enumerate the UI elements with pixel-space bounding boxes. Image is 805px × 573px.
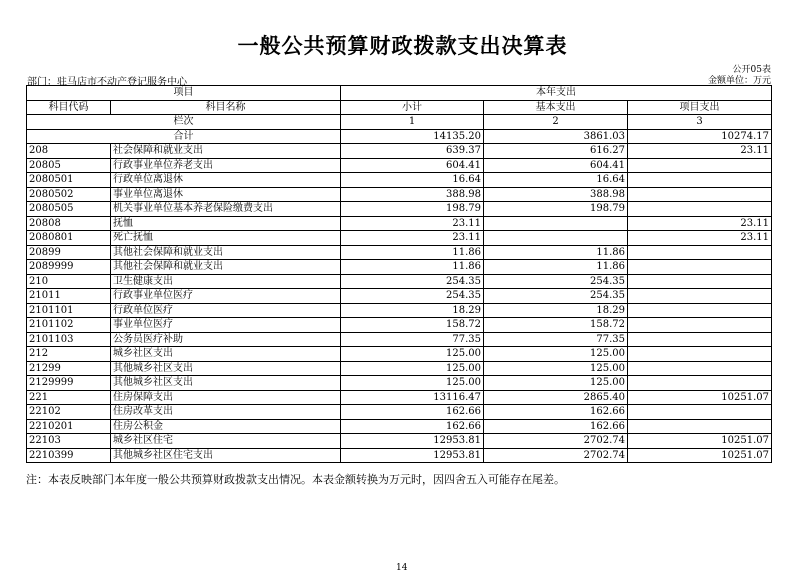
expenditure-table <box>26 85 772 463</box>
cell-basic <box>484 231 628 246</box>
cell-subtotal: 125.00 <box>341 376 484 391</box>
cell-basic: 2865.40 <box>484 390 628 405</box>
cell-name: 行政事业单位养老支出 <box>111 158 341 173</box>
cell-name: 社会保障和就业支出 <box>111 144 341 159</box>
cell-subtotal: 18.29 <box>341 303 484 318</box>
cell-name: 行政事业单位医疗 <box>111 289 341 304</box>
header-col-2: 2 <box>484 115 628 130</box>
cell-code: 2101103 <box>27 332 111 347</box>
cell-name: 卫生健康支出 <box>111 274 341 289</box>
cell-code: 2080501 <box>27 173 111 188</box>
form-number: 公开05表 <box>732 65 771 75</box>
table-row <box>27 231 772 246</box>
cell-code: 20899 <box>27 245 111 260</box>
header-row-3 <box>27 115 772 130</box>
cell-code: 20808 <box>27 216 111 231</box>
header-col-3: 3 <box>628 115 772 130</box>
table-row <box>27 245 772 260</box>
cell-subtotal: 254.35 <box>341 289 484 304</box>
cell-name: 城乡社区住宅 <box>111 434 341 449</box>
header-basic: 基本支出 <box>484 100 628 115</box>
cell-project <box>628 332 772 347</box>
cell-project <box>628 245 772 260</box>
table-row <box>27 274 772 289</box>
cell-code: 2080505 <box>27 202 111 217</box>
table-row <box>27 173 772 188</box>
cell-project <box>628 347 772 362</box>
cell-name: 其他社会保障和就业支出 <box>111 260 341 275</box>
cell-code: 2210399 <box>27 448 111 463</box>
cell-name: 死亡抚恤 <box>111 231 341 246</box>
cell-name: 事业单位医疗 <box>111 318 341 333</box>
cell-basic: 125.00 <box>484 361 628 376</box>
cell-code: 21299 <box>27 361 111 376</box>
cell-code: 22103 <box>27 434 111 449</box>
table-row <box>27 318 772 333</box>
cell-code: 22102 <box>27 405 111 420</box>
cell-subtotal: 16.64 <box>341 173 484 188</box>
cell-basic: 2702.74 <box>484 434 628 449</box>
cell-code: 2101101 <box>27 303 111 318</box>
cell-basic: 2702.74 <box>484 448 628 463</box>
cell-name: 其他城乡社区支出 <box>111 376 341 391</box>
cell-basic: 162.66 <box>484 419 628 434</box>
table-row <box>27 303 772 318</box>
cell-subtotal: 125.00 <box>341 361 484 376</box>
total-project: 10274.17 <box>628 129 772 144</box>
cell-name: 城乡社区支出 <box>111 347 341 362</box>
header-subtotal: 小计 <box>341 100 484 115</box>
cell-code: 2089999 <box>27 260 111 275</box>
cell-subtotal: 12953.81 <box>341 434 484 449</box>
table-row <box>27 390 772 405</box>
cell-project <box>628 260 772 275</box>
cell-project: 23.11 <box>628 144 772 159</box>
header-row-2 <box>27 100 772 115</box>
cell-project <box>628 419 772 434</box>
cell-code: 20805 <box>27 158 111 173</box>
cell-name: 行政单位医疗 <box>111 303 341 318</box>
table-row <box>27 332 772 347</box>
table-row <box>27 448 772 463</box>
cell-code: 212 <box>27 347 111 362</box>
cell-name: 公务员医疗补助 <box>111 332 341 347</box>
header-project: 项目 <box>27 86 341 101</box>
cell-basic: 158.72 <box>484 318 628 333</box>
cell-project <box>628 405 772 420</box>
cell-project: 23.11 <box>628 231 772 246</box>
cell-subtotal: 13116.47 <box>341 390 484 405</box>
table-row <box>27 361 772 376</box>
cell-name: 行政单位离退休 <box>111 173 341 188</box>
cell-basic: 604.41 <box>484 158 628 173</box>
cell-code: 210 <box>27 274 111 289</box>
cell-subtotal: 23.11 <box>341 231 484 246</box>
cell-project: 10251.07 <box>628 390 772 405</box>
cell-code: 2210201 <box>27 419 111 434</box>
cell-name: 抚恤 <box>111 216 341 231</box>
cell-basic: 11.86 <box>484 245 628 260</box>
cell-basic: 125.00 <box>484 376 628 391</box>
cell-subtotal: 23.11 <box>341 216 484 231</box>
table-row <box>27 202 772 217</box>
cell-subtotal: 11.86 <box>341 260 484 275</box>
table-row <box>27 419 772 434</box>
total-subtotal: 14135.20 <box>341 129 484 144</box>
table-row <box>27 405 772 420</box>
page-number: 14 <box>396 563 408 573</box>
cell-basic: 16.64 <box>484 173 628 188</box>
cell-basic: 18.29 <box>484 303 628 318</box>
cell-subtotal: 12953.81 <box>341 448 484 463</box>
cell-project: 10251.07 <box>628 448 772 463</box>
department-label: 部门：驻马店市不动产登记服务中心 <box>27 77 187 88</box>
table-row <box>27 347 772 362</box>
cell-subtotal: 604.41 <box>341 158 484 173</box>
cell-basic: 388.98 <box>484 187 628 202</box>
table-row <box>27 376 772 391</box>
cell-name: 住房改革支出 <box>111 405 341 420</box>
cell-basic <box>484 216 628 231</box>
header-row-1 <box>27 86 772 101</box>
cell-subtotal: 388.98 <box>341 187 484 202</box>
header-lanci: 栏次 <box>27 115 341 130</box>
cell-project <box>628 376 772 391</box>
cell-code: 2129999 <box>27 376 111 391</box>
table-row <box>27 144 772 159</box>
cell-subtotal: 125.00 <box>341 347 484 362</box>
header-current-year: 本年支出 <box>341 86 772 101</box>
table-row <box>27 260 772 275</box>
cell-basic: 162.66 <box>484 405 628 420</box>
cell-subtotal: 162.66 <box>341 419 484 434</box>
cell-name: 机关事业单位基本养老保险缴费支出 <box>111 202 341 217</box>
total-basic: 3861.03 <box>484 129 628 144</box>
cell-project: 23.11 <box>628 216 772 231</box>
table-row <box>27 216 772 231</box>
header-code: 科目代码 <box>27 100 111 115</box>
table-row <box>27 158 772 173</box>
cell-code: 208 <box>27 144 111 159</box>
cell-code: 221 <box>27 390 111 405</box>
cell-subtotal: 158.72 <box>341 318 484 333</box>
cell-code: 21011 <box>27 289 111 304</box>
cell-name: 事业单位离退休 <box>111 187 341 202</box>
header-col-1: 1 <box>341 115 484 130</box>
cell-subtotal: 198.79 <box>341 202 484 217</box>
cell-basic: 198.79 <box>484 202 628 217</box>
total-label: 合计 <box>27 129 341 144</box>
cell-project <box>628 202 772 217</box>
cell-project <box>628 274 772 289</box>
cell-code: 2101102 <box>27 318 111 333</box>
report-title: 一般公共预算财政拨款支出决算表 <box>237 33 568 58</box>
cell-name: 其他社会保障和就业支出 <box>111 245 341 260</box>
cell-name: 其他城乡社区支出 <box>111 361 341 376</box>
cell-project <box>628 173 772 188</box>
footnote: 注：本表反映部门本年度一般公共预算财政拨款支出情况。本表金额转换为万元时，因四舍五入可能存在尾差。 <box>26 473 565 486</box>
cell-project <box>628 158 772 173</box>
cell-basic: 77.35 <box>484 332 628 347</box>
cell-basic: 254.35 <box>484 289 628 304</box>
header-name: 科目名称 <box>111 100 341 115</box>
header-project-expense: 项目支出 <box>628 100 772 115</box>
cell-project <box>628 318 772 333</box>
cell-basic: 254.35 <box>484 274 628 289</box>
cell-basic: 125.00 <box>484 347 628 362</box>
amount-unit: 金额单位：万元 <box>707 76 771 86</box>
table-row <box>27 434 772 449</box>
cell-basic: 11.86 <box>484 260 628 275</box>
cell-project: 10251.07 <box>628 434 772 449</box>
cell-project <box>628 303 772 318</box>
cell-subtotal: 11.86 <box>341 245 484 260</box>
cell-project <box>628 289 772 304</box>
cell-name: 住房公积金 <box>111 419 341 434</box>
cell-name: 住房保障支出 <box>111 390 341 405</box>
cell-subtotal: 77.35 <box>341 332 484 347</box>
cell-code: 2080502 <box>27 187 111 202</box>
cell-project <box>628 187 772 202</box>
cell-subtotal: 254.35 <box>341 274 484 289</box>
cell-code: 2080801 <box>27 231 111 246</box>
table-row <box>27 187 772 202</box>
cell-subtotal: 162.66 <box>341 405 484 420</box>
cell-name: 其他城乡社区住宅支出 <box>111 448 341 463</box>
cell-basic: 616.27 <box>484 144 628 159</box>
table-row <box>27 289 772 304</box>
cell-subtotal: 639.37 <box>341 144 484 159</box>
cell-project <box>628 361 772 376</box>
total-row <box>27 129 772 144</box>
